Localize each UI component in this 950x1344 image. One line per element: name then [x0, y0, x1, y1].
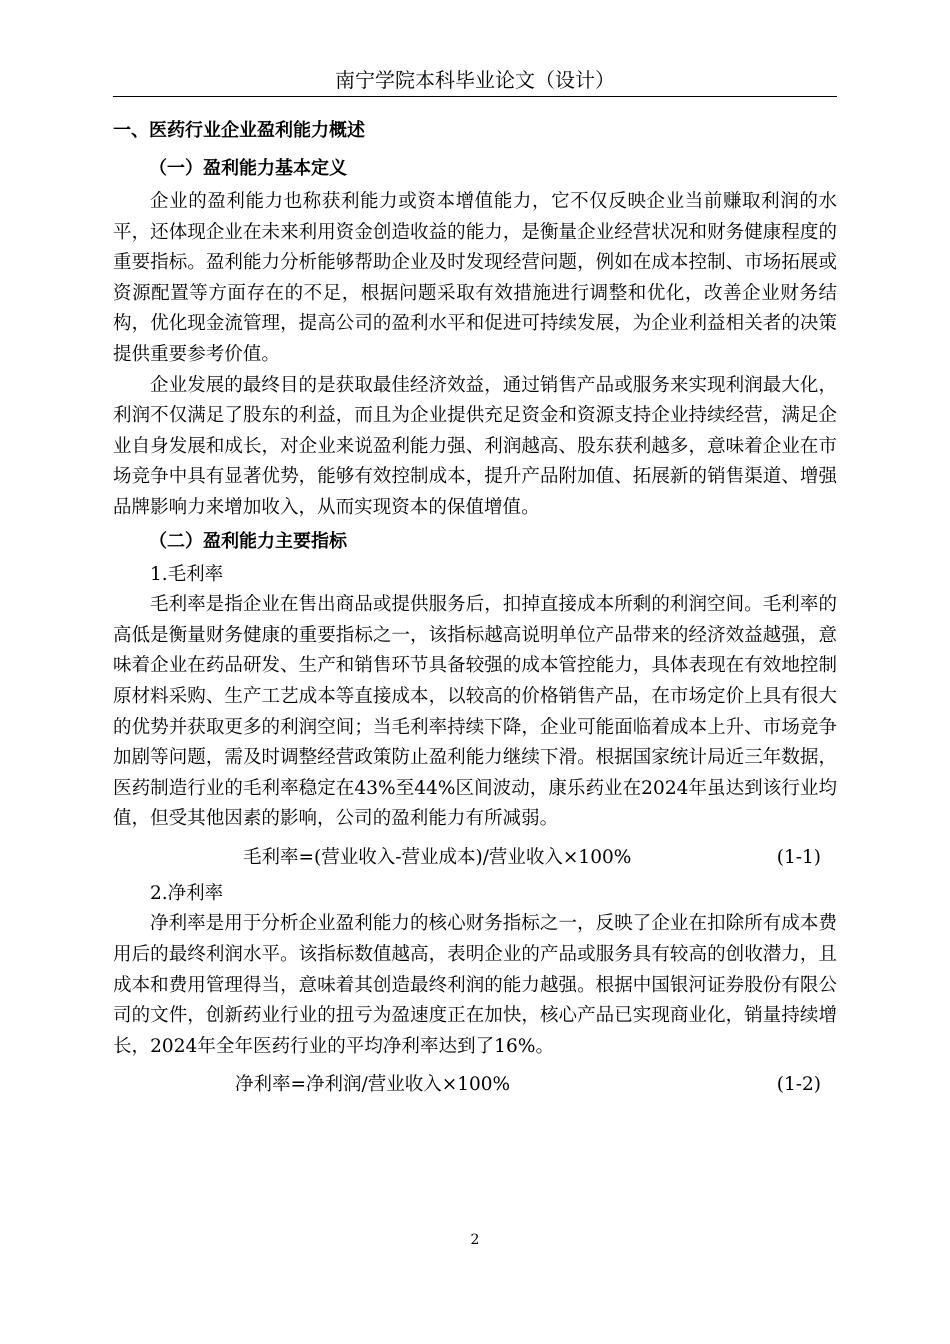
page-body: [113, 113, 837, 1106]
indicator-title-gross-margin: 1.毛利率: [150, 563, 224, 585]
body-paragraph: 企业发展的最终目的是获取最佳经济效益，通过销售产品或服务来实现利润最大化，利润不仅满足了股东的利益，而且为企业提供充足资金和资源支持企业持续经营，满足企业自身发展和成长，对企业来说盈利能力强、利润越高、股东获利越多，意味着企业在市场竞争中具有显著优势，能够有效控制成本，提升产品附加值、拓展新的销售渠道、增强品牌影响力来增加收入，从而实现资本的保值增值。: [113, 374, 837, 518]
page-number: 2: [470, 1232, 480, 1248]
formula-row: [113, 1070, 837, 1100]
body-paragraph: 净利率是用于分析企业盈利能力的核心财务指标之一，反映了企业在扣除所有成本费用后的最终利润水平。该指标数值越高，表明企业的产品或服务具有较高的创收潜力，且成本和费用管理得当，意味着其创造最终利润的能力越强。根据中国银河证券股份有限公司的文件，创新药业行业的扭亏为盈速度正在加快，核心产品已实现商业化，销量持续增长，2024年全年医药行业的平均净利率达到了16%。: [113, 913, 837, 1057]
formula-net-margin: 净利率=净利润/营业收入×100%: [235, 1074, 511, 1096]
equation-number: (1-1): [776, 846, 821, 868]
formula-row: [113, 843, 837, 873]
subsection-heading-indicators: （二）盈利能力主要指标: [149, 530, 347, 552]
equation-number: (1-2): [776, 1074, 821, 1096]
body-paragraph: 毛利率是指企业在售出商品或提供服务后，扣掉直接成本所剩的利润空间。毛利率的高低是衡量财务健康的重要指标之一，该指标越高说明单位产品带来的经济效益越强，意味着企业在药品研发、生产和销售环节具备较强的成本管控能力，具体表现在有效地控制原材料采购、生产工艺成本等直接成本，以较高的价格销售产品，在市场定价上具有很大的优势并获取更多的利润空间；当毛利率持续下降，企业可能面临着成本上升、市场竞争加剧等问题，需及时调整经营政策防止盈利能力继续下滑。根据国家统计局近三年数据，医药制造行业的毛利率稳定在43%至44%区间波动，康乐药业在2024年虽达到该行业均值，但受其他因素的影响，公司的盈利能力有所减弱。: [113, 594, 837, 830]
indicator-title-net-margin: 2.净利率: [150, 882, 224, 904]
body-paragraph: 企业的盈利能力也称获利能力或资本增值能力，它不仅反映企业当前赚取利润的水平，还体现企业在未来利用资金创造收益的能力，是衡量企业经营状况和财务健康程度的重要指标。盈利能力分析能够帮助企业及时发现经营问题，例如在成本控制、市场拓展或资源配置等方面存在的不足，根据问题采取有效措施进行调整和优化，改善企业财务结构，优化现金流管理，提高公司的盈利水平和促进可持续发展，为企业利益相关者的决策提供重要参考价值。: [113, 191, 837, 365]
section-heading: 一、医药行业企业盈利能力概述: [113, 120, 365, 141]
subsection-heading-definition: （一）盈利能力基本定义: [149, 158, 347, 179]
header-rule: [113, 96, 837, 97]
running-header: 南宁学院本科毕业论文（设计）: [335, 68, 615, 92]
formula-gross-margin: 毛利率=(营业收入-营业成本)/营业收入×100%: [243, 846, 632, 868]
